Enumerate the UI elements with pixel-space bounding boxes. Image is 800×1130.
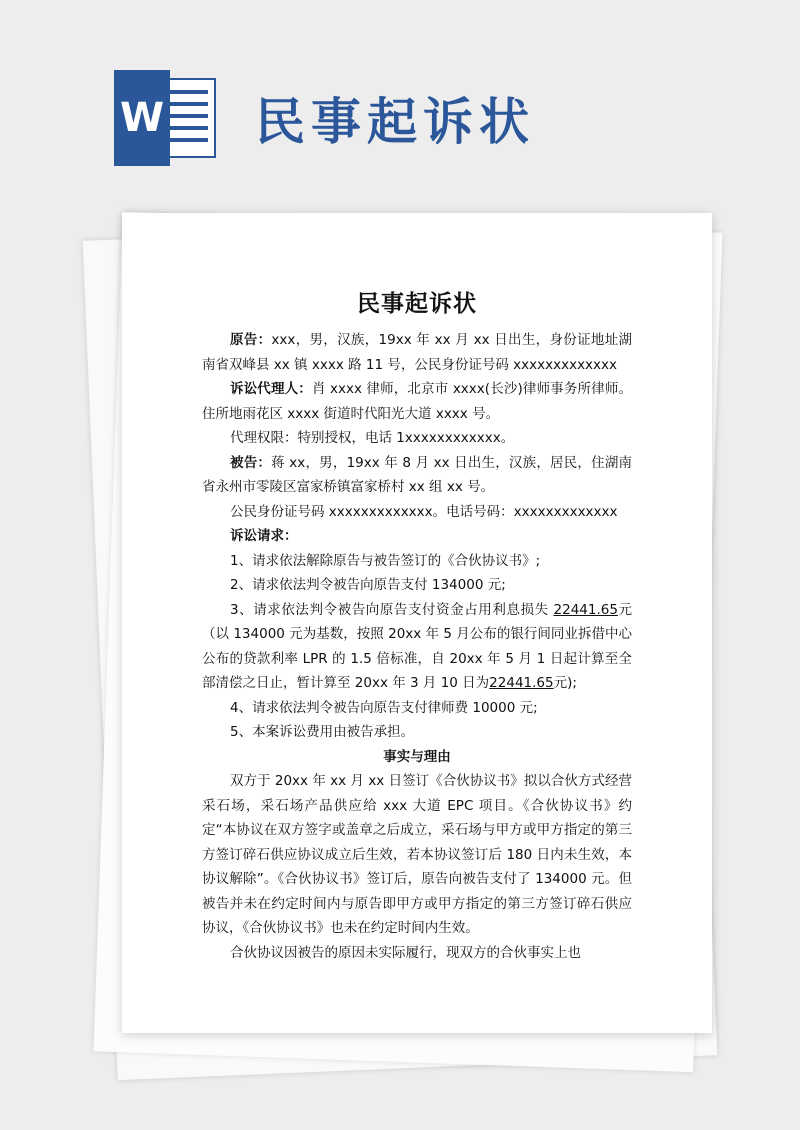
claims-label: 诉讼请求： xyxy=(230,528,298,544)
claim-3-part-a: 3、请求依法判令被告向原告支付资金占用利息损失 xyxy=(230,601,549,618)
claim-3-amount-2: 22441.65 xyxy=(489,675,554,691)
plaintiff-text: xxx，男，汉族，19xx 年 xx 月 xx 日出生，身份证地址湖南省双峰县 xx 镇 xxxx 路 11 号，公民身份证号码 xxxxxxxxxxxxx xyxy=(202,332,632,373)
plaintiff-paragraph xyxy=(202,328,632,377)
claim-3-part-b: 元（以 134000 元为基数，按照 20xx 年 5 月公布的银行间同业拆借中心公布的贷款利率 LPR 的 1.5 倍标准，自 20xx 年 5 月 1 日起计算至全部清偿之日止，暂计算至 20xx 年 3 月 10 日为 xyxy=(202,601,633,691)
claim-3-amount: 22441.65 xyxy=(553,601,618,618)
facts-title: 事实与理由 xyxy=(383,748,451,765)
word-document-icon xyxy=(110,70,216,166)
defendant-paragraph xyxy=(202,451,632,500)
agent-authority: 代理权限：特别授权，电话 1xxxxxxxxxxxx。 xyxy=(230,430,515,446)
claim-3 xyxy=(202,598,632,696)
facts-paragraph-2: 合伙协议因被告的原因未实际履行，现双方的合伙事实上也 xyxy=(230,944,581,961)
defendant-label: 被告： xyxy=(230,454,272,471)
agent-text: 肖 xxxx 律师，北京市 xxxx(长沙)律师事务所律师。住所地雨花区 xxxx 街道时代阳光大道 xxxx 号。 xyxy=(202,381,633,422)
agent-paragraph xyxy=(202,377,632,426)
plaintiff-label: 原告： xyxy=(230,332,272,348)
facts-paragraph-1: 双方于 20xx 年 xx 月 xx 日签订《合伙协议书》拟以合伙方式经营采石场，采石场产品供应给 xxx 大道 EPC 项目。《合伙协议书》约定“本协议在双方签字或盖章之后成立，采石场与甲方或甲方指定的第三方签订碎石供应协议成立后生效，若本协议签订后 180 日内未生效，本协议解除”。《合伙协议书》签订后，原告向被告支付了 134000 元。但被告并未在约定时间内与原告即甲方或甲方指定的第三方签订碎石供应协议，《合伙协议书》也未在约定时间内生效。 xyxy=(202,773,632,936)
header-title: 民事起诉状 xyxy=(255,93,535,151)
defendant-text: 蒋 xx，男，19xx 年 8 月 xx 日出生，汉族，居民，住湖南省永州市零陵区富家桥镇富家桥村 xx 组 xx 号。 xyxy=(202,454,633,495)
defendant-id: 公民身份证号码 xxxxxxxxxxxxx。电话号码：xxxxxxxxxxxxx xyxy=(230,503,618,520)
word-icon-letter: W xyxy=(119,95,165,141)
claim-4: 4、请求依法判令被告向原告支付律师费 10000 元; xyxy=(230,699,538,716)
claim-5: 5、本案诉讼费用由被告承担。 xyxy=(230,724,415,740)
claim-1: 1、请求依法解除原告与被告签订的《合伙协议书》; xyxy=(230,552,541,569)
claim-2: 2、请求依法判令被告向原告支付 134000 元; xyxy=(230,577,506,593)
document-title: 民事起诉状 xyxy=(357,291,477,317)
claim-3-part-c: 元); xyxy=(553,675,577,691)
document-content xyxy=(202,285,632,965)
document-page xyxy=(122,213,712,1033)
agent-label: 诉讼代理人： xyxy=(230,381,312,397)
header-banner xyxy=(0,0,800,180)
